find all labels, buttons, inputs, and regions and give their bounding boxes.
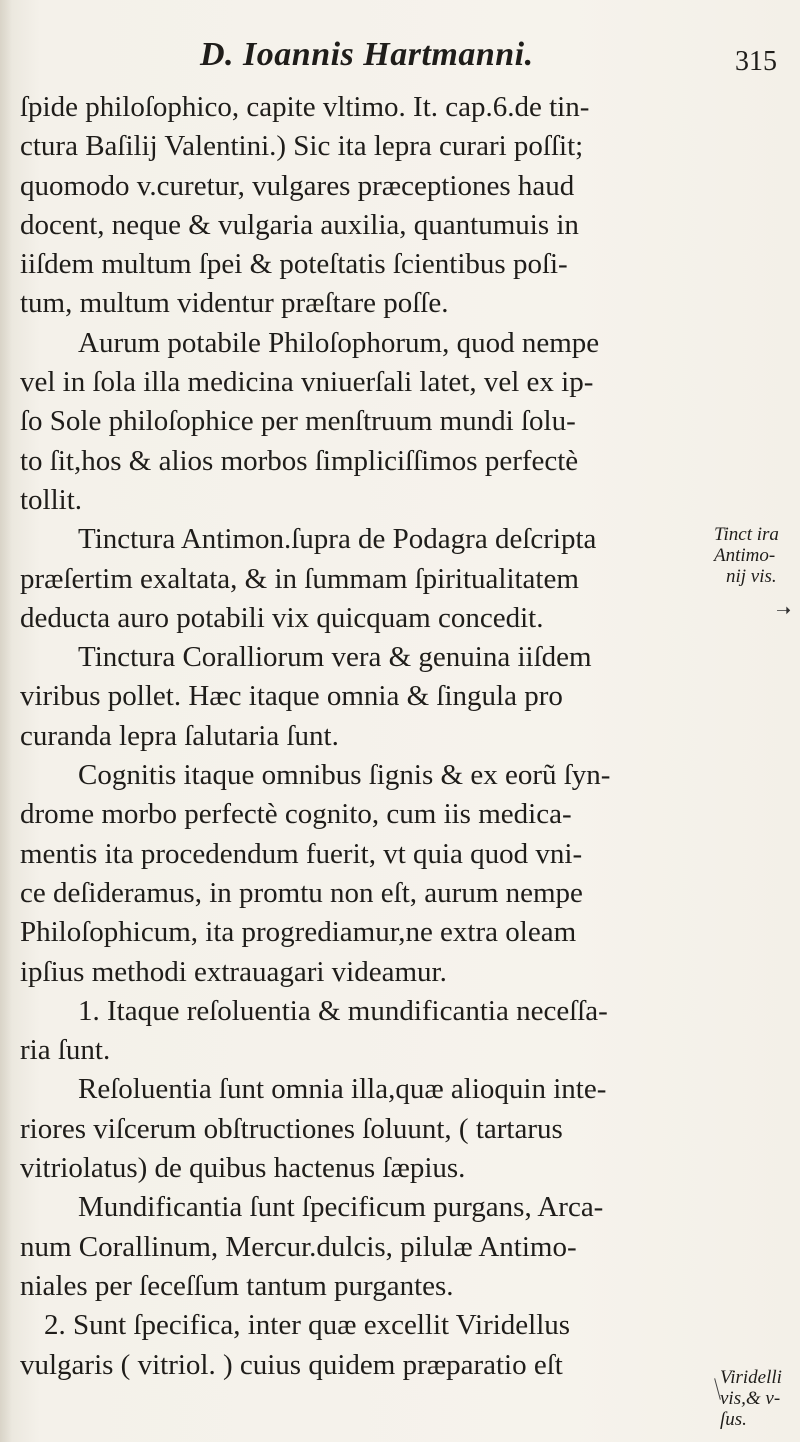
margin-note-virid-line2: vis,& v- <box>720 1388 781 1409</box>
text-line: tum, multum videntur præſtare poſſe. <box>20 287 449 320</box>
text-line: drome morbo perfectè cognito, cum iis medica- <box>20 798 572 831</box>
text-line: vulgaris ( vitriol. ) cuius quidem præparatio eſt <box>20 1348 563 1381</box>
text-line: vel in ſola illa medicina vniuerſali latet, vel ex ip- <box>20 366 594 399</box>
text-line: riores viſcerum obſtructiones ſoluunt, ( tartarus <box>20 1112 563 1145</box>
running-head: D. Ioannis Hartmanni. <box>200 36 534 73</box>
text-line: viribus pollet. Hæc itaque omnia & ſingula pro <box>20 680 563 713</box>
text-line: ſpide philoſophico, capite vltimo. It. cap.6.de tin- <box>20 91 590 123</box>
text-line: ctura Baſilij Valentini.) Sic ita lepra curari poſſit; <box>20 130 584 163</box>
text-line: quomodo v.curetur, vulgares præceptiones haud <box>20 169 575 202</box>
text-line: Philoſophicum, ita progrediamur,ne extra oleam <box>20 916 577 949</box>
text-line: præſertim exaltata, & in ſummam ſpiritualitatem <box>20 562 579 595</box>
margin-note-tinct-line1: Tinct ira <box>714 524 779 545</box>
text-line: iiſdem multum ſpei & poteſtatis ſcientibus poſi- <box>20 248 568 281</box>
text-line: Aurum potabile Philoſophorum, quod nempe <box>78 326 600 359</box>
margin-arrow-mark: ➝ <box>776 600 792 621</box>
margin-note-tinct-line2: Antimo- <box>714 545 776 566</box>
text-line: 2. Sunt ſpecifica, inter quæ excellit Viridellus <box>44 1309 571 1342</box>
page-header <box>0 36 800 84</box>
main-text-block <box>20 88 710 1385</box>
text-line: Mundificantia ſunt ſpecificum purgans, Arca- <box>78 1191 604 1224</box>
margin-note-virid-line1: Viridelli <box>720 1367 782 1388</box>
text-line: curanda lepra ſalutaria ſunt. <box>20 719 339 752</box>
text-line: ipſius methodi extrauagari videamur. <box>20 955 447 988</box>
text-line: tollit. <box>20 483 83 516</box>
text-line: to ſit,hos & alios morbos ſimpliciſſimos perfectè <box>20 444 579 477</box>
text-line: ria ſunt. <box>20 1034 111 1067</box>
page-gutter-shadow <box>0 0 12 1442</box>
margin-notes <box>690 0 800 1442</box>
text-line: niales per ſeceſſum tantum purgantes. <box>20 1269 454 1302</box>
margin-note-tinct-line3: nij vis. <box>726 566 777 587</box>
text-line: ce deſideramus, in promtu non eſt, aurum nempe <box>20 876 583 909</box>
text-line: docent, neque & vulgaria auxilia, quantumuis in <box>20 208 579 241</box>
text-line: Tinctura Coralliorum vera & genuina iiſdem <box>78 641 592 674</box>
text-line: num Corallinum, Mercur.dulcis, pilulæ Antimo- <box>20 1230 577 1263</box>
text-line: vitriolatus) de quibus hactenus ſæpius. <box>20 1152 466 1185</box>
margin-note-virid-line3: ſus. <box>720 1409 747 1430</box>
text-line: Tinctura Antimon.ſupra de Podagra deſcripta <box>78 523 597 556</box>
text-line: 1. Itaque reſoluentia & mundificantia neceſſa- <box>78 994 608 1027</box>
text-line: Reſoluentia ſunt omnia illa,quæ alioquin inte- <box>78 1073 607 1106</box>
text-line: ſo Sole philoſophice per menſtruum mundi ſolu- <box>20 405 576 438</box>
text-line: mentis ita procedendum fuerit, vt quia quod vni- <box>20 837 583 870</box>
page-number: 315 <box>735 46 777 77</box>
text-line: Cognitis itaque omnibus ſignis & ex eorũ ſyn- <box>78 759 611 792</box>
text-line: deducta auro potabili vix quicquam concedit. <box>20 601 544 634</box>
